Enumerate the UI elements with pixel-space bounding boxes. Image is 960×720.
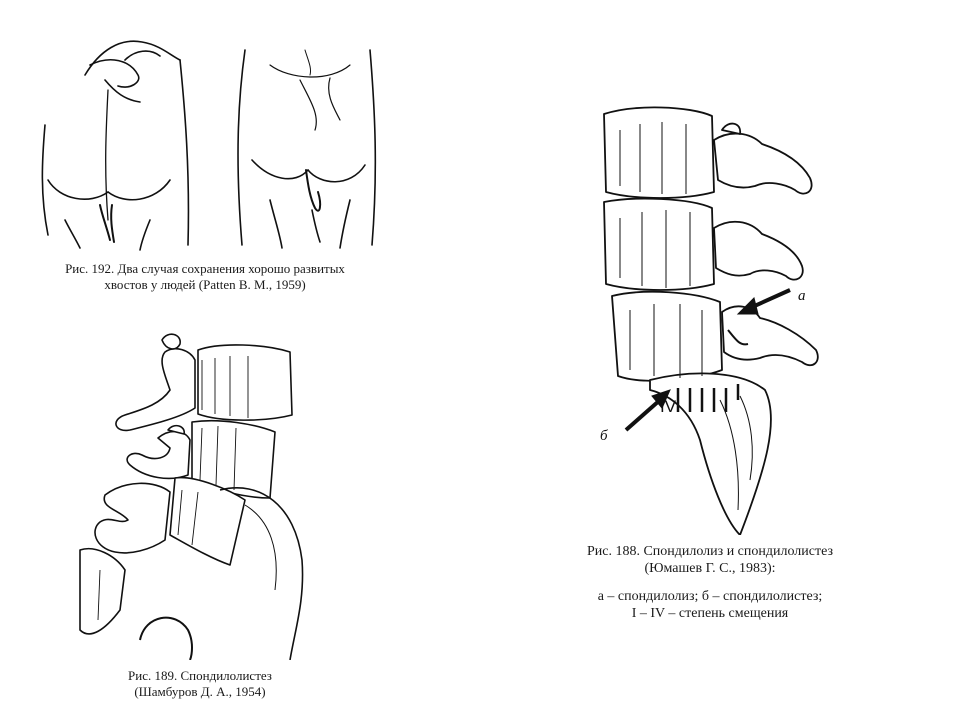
figure-188-legend-line2: I – IV – степень смещения bbox=[631, 606, 789, 621]
figure-189-caption-line1: Рис. 189. Спондилолистез bbox=[128, 668, 272, 683]
figure-189-caption-line2: (Шамбуров Д. А., 1954) bbox=[134, 684, 266, 699]
figure-192-caption-line2: хвостов у людей (Patten B. M., 1959) bbox=[104, 277, 306, 292]
figure-188-caption bbox=[520, 543, 900, 622]
figure-tails-drawing bbox=[30, 20, 380, 255]
figure-spondylolisthesis-drawing bbox=[70, 330, 330, 660]
label-a: а bbox=[798, 288, 806, 304]
degree-label-iv: IV bbox=[660, 397, 677, 416]
figure-192-caption-line1: Рис. 192. Два случая сохранения хорошо развитых bbox=[65, 261, 345, 276]
figure-188-legend-line1: а – спондилолиз; б – спондилолистез; bbox=[597, 589, 823, 604]
figure-188-caption-line1: Рис. 188. Спондилолиз и спондилолистез bbox=[586, 544, 834, 559]
figure-189-caption bbox=[70, 668, 330, 700]
figure-188-caption-line2: (Юмашев Г. С., 1983): bbox=[644, 561, 776, 576]
figure-192-caption bbox=[30, 261, 380, 293]
figure-spondylolysis-drawing bbox=[590, 100, 840, 535]
label-b: б bbox=[600, 428, 608, 444]
